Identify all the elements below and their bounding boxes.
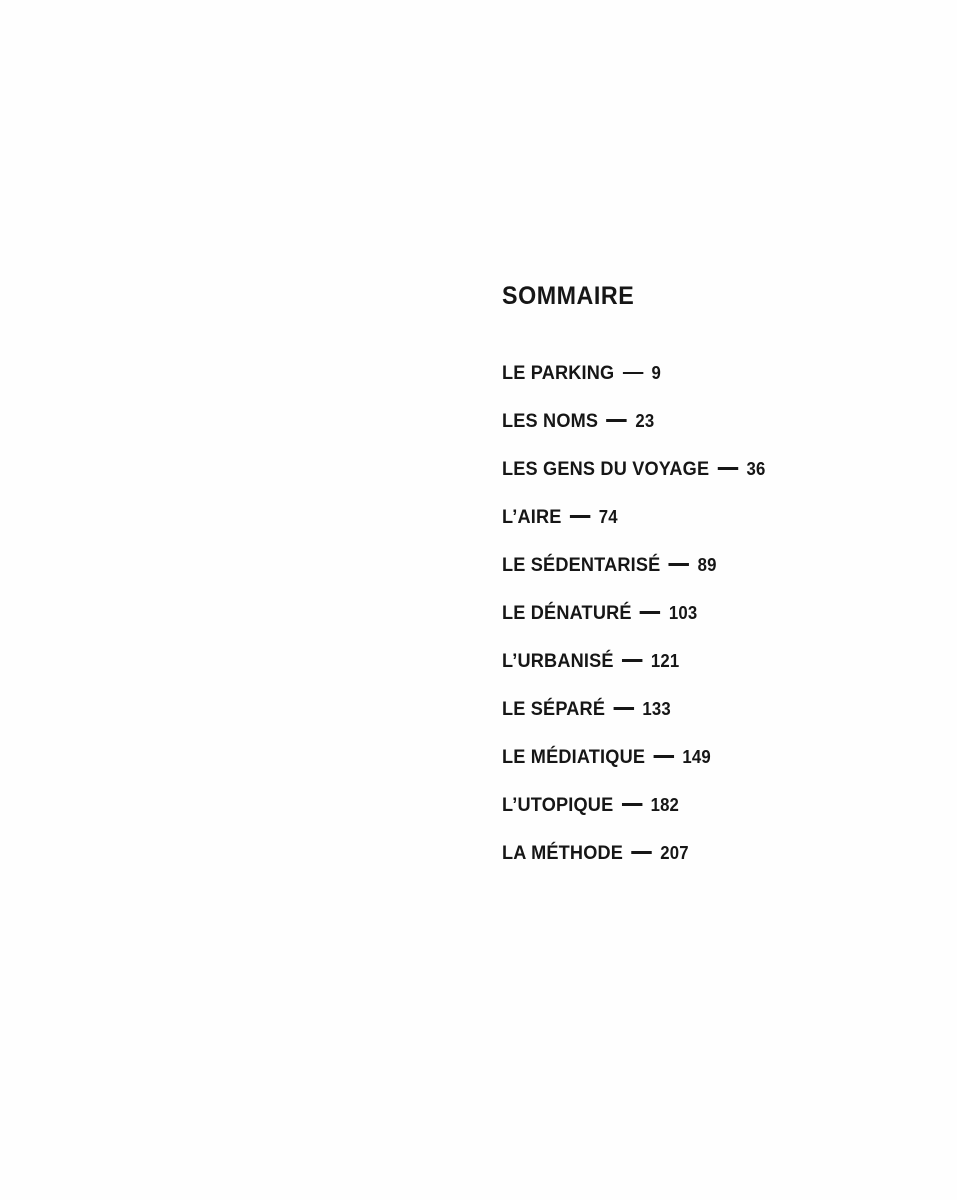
- toc-entry[interactable]: [502, 363, 893, 383]
- toc-entry-label: LES GENS DU VOYAGE: [502, 457, 710, 480]
- dash-separator-icon: [718, 467, 738, 470]
- toc-entry-label: LE PARKING: [502, 362, 615, 384]
- toc-entry[interactable]: [502, 843, 893, 863]
- toc-entry-page: 74: [598, 506, 618, 527]
- toc-entry-page: 36: [746, 458, 766, 479]
- dash-separator-icon: [640, 611, 660, 614]
- dash-separator-icon: [613, 707, 633, 710]
- toc-entry[interactable]: [502, 747, 893, 767]
- toc-entry-label: LES NOMS: [502, 409, 599, 432]
- toc-entry[interactable]: [502, 411, 893, 431]
- toc-entry-page: 121: [650, 650, 680, 671]
- toc-entry-list: [502, 363, 922, 863]
- toc-entry-label: L’URBANISÉ: [502, 649, 614, 672]
- dash-separator-icon: [622, 659, 642, 662]
- toc-entry-page: 182: [650, 794, 680, 815]
- toc-entry-page: 23: [635, 410, 655, 431]
- dash-separator-icon: [631, 851, 651, 854]
- toc-entry[interactable]: [502, 555, 893, 575]
- dash-separator-icon: [669, 563, 689, 566]
- table-of-contents: [502, 284, 922, 863]
- toc-entry-page: 207: [660, 842, 689, 863]
- toc-entry-page: 9: [651, 363, 662, 383]
- toc-entry[interactable]: [502, 651, 893, 671]
- toc-entry-page: 133: [642, 698, 671, 719]
- toc-entry[interactable]: [502, 795, 893, 815]
- toc-entry[interactable]: [502, 699, 893, 719]
- toc-entry-page: 149: [682, 746, 711, 767]
- toc-entry-label: LE SÉPARÉ: [502, 697, 606, 720]
- toc-entry[interactable]: [502, 507, 893, 527]
- dash-separator-icon: [607, 419, 627, 422]
- dash-separator-icon: [654, 755, 674, 758]
- toc-entry-label: LE SÉDENTARISÉ: [502, 553, 661, 576]
- toc-entry-page: 103: [668, 602, 698, 623]
- toc-entry-page: 89: [697, 554, 717, 575]
- toc-entry-label: LE MÉDIATIQUE: [502, 745, 646, 768]
- page-title: SOMMAIRE: [502, 282, 635, 310]
- toc-entry-label: LE DÉNATURÉ: [502, 601, 632, 624]
- toc-entry[interactable]: [502, 603, 893, 623]
- dash-separator-icon: [622, 803, 642, 806]
- dash-separator-icon: [570, 515, 590, 518]
- toc-entry-label: LA MÉTHODE: [502, 841, 624, 864]
- toc-entry[interactable]: [502, 459, 893, 479]
- dash-separator-icon: [623, 372, 643, 375]
- toc-entry-label: L’UTOPIQUE: [502, 793, 614, 816]
- toc-entry-label: L’AIRE: [502, 505, 562, 528]
